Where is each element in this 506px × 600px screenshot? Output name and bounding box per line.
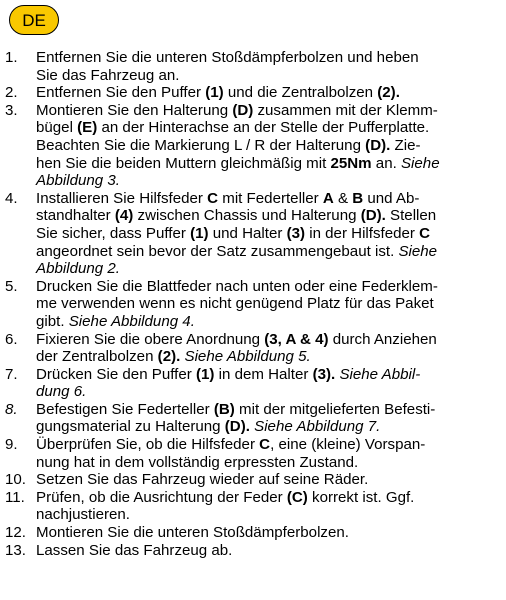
instruction-step — [5, 401, 501, 436]
step-text-segment: Entfernen Sie die unteren Stoßdämpferbolzen und heben — [36, 49, 419, 66]
step-reference: 25Nm — [330, 154, 372, 172]
step-text — [36, 436, 501, 471]
step-number: 3. — [5, 101, 18, 119]
step-reference: (2). — [377, 84, 400, 102]
instruction-steps — [5, 49, 501, 559]
step-text-segment: Beachten Sie die Markierung L / R der Halterung — [36, 136, 366, 154]
instruction-step — [5, 102, 501, 190]
step-reference: (B) — [213, 400, 235, 418]
step-text — [36, 401, 501, 436]
step-reference: (3) — [286, 224, 306, 242]
step-reference: (D). — [360, 207, 386, 225]
step-text-segment: und Halter — [208, 224, 287, 242]
step-number: 13. — [5, 541, 26, 559]
step-text-segment: mit der mitgelieferten Befesti- — [234, 400, 436, 418]
step-text-segment: Fixieren Sie die obere Anordnung — [36, 330, 265, 348]
instruction-step — [5, 49, 501, 84]
step-text-segment: Setzen Sie das Fahrzeug wieder auf seine Räder. — [36, 471, 369, 489]
step-text-segment: Drucken Sie die Blattfeder nach unten oder eine Federklem- — [36, 277, 438, 295]
step-reference: (1) — [205, 84, 224, 102]
step-text-segment: Installieren Sie Hilfsfeder — [36, 189, 208, 207]
step-reference: A — [322, 189, 334, 207]
step-reference: (C) — [286, 488, 308, 506]
step-text-segment: zwischen Chassis und Halterung — [133, 207, 361, 225]
step-figure-note: Siehe — [398, 242, 438, 260]
step-text-segment: , eine (kleine) Vorspan- — [270, 436, 426, 454]
instruction-step — [5, 366, 501, 401]
step-text — [36, 542, 501, 560]
step-number: 9. — [5, 436, 18, 454]
step-number: 6. — [5, 330, 18, 348]
step-text-segment: mit Federteller — [218, 189, 323, 207]
step-number: 11. — [5, 488, 25, 506]
step-reference: (E) — [77, 119, 98, 137]
step-text — [36, 471, 501, 489]
step-figure-note: Siehe Abbildung 4. — [68, 312, 195, 330]
step-text-segment: gibt. — [36, 312, 69, 330]
step-number: 8. — [5, 400, 18, 418]
step-text-segment: in der Hilfsfeder — [305, 224, 420, 242]
step-figure-note: Siehe Abbil- — [339, 365, 421, 383]
step-reference: (D). — [224, 418, 250, 436]
instruction-step — [5, 524, 501, 542]
step-text-segment: nachjustieren. — [36, 506, 130, 524]
step-text-segment: an. — [371, 154, 401, 172]
step-number: 4. — [5, 189, 18, 207]
step-figure-note: Siehe Abbildung 7. — [254, 418, 381, 436]
step-reference: (3, A & 4) — [264, 330, 329, 348]
step-reference: (2). — [157, 348, 181, 366]
instruction-step — [5, 84, 501, 102]
step-reference: B — [352, 189, 364, 207]
step-text-segment: bügel — [36, 119, 78, 137]
step-text — [36, 524, 501, 542]
instruction-step — [5, 331, 501, 366]
step-number: 2. — [5, 84, 18, 102]
step-text-segment: Stellen — [385, 207, 437, 225]
step-text — [36, 489, 501, 524]
step-text-segment: Montieren Sie die unteren Stoßdämpferbolzen. — [36, 524, 349, 542]
step-text-segment: und die Zentralbolzen — [223, 84, 378, 102]
instruction-step — [5, 278, 501, 331]
step-text — [36, 331, 501, 366]
step-reference: C — [259, 436, 271, 454]
step-figure-note: Abbildung 2. — [36, 260, 120, 278]
step-text-segment: Zie- — [390, 136, 421, 154]
instruction-step — [5, 190, 501, 278]
step-text-segment: und Ab- — [363, 189, 420, 207]
step-reference: C — [207, 189, 219, 207]
step-text-segment: standhalter — [36, 207, 115, 225]
step-text — [36, 366, 501, 401]
step-figure-note: Abbildung 3. — [36, 172, 120, 190]
step-text-segment: angeordnet sein bevor der Satz zusammengebaut ist. — [36, 242, 399, 260]
step-number: 7. — [5, 365, 18, 383]
step-number: 1. — [5, 49, 18, 66]
step-text-segment: Montieren Sie den Halterung — [36, 101, 233, 119]
step-text-segment: zusammen mit der Klemm- — [253, 101, 438, 119]
step-figure-note: dung 6. — [36, 383, 87, 401]
step-text-segment: nung hat in dem vollständig erpressten Zustand. — [36, 453, 359, 471]
step-reference: (D). — [365, 136, 391, 154]
step-text-segment: Lassen Sie das Fahrzeug ab. — [36, 541, 233, 559]
step-reference: (1) — [195, 365, 215, 383]
step-text-segment: an der Hinterachse an der Stelle der Pufferplatte. — [97, 119, 430, 137]
step-text-segment: in dem Halter — [214, 365, 313, 383]
step-text — [36, 190, 501, 278]
step-figure-note: Siehe Abbildung 5. — [184, 348, 311, 366]
step-reference: (3). — [312, 365, 336, 383]
step-reference: (4) — [114, 207, 134, 225]
instruction-step — [5, 471, 501, 489]
step-text-segment: hen Sie die beiden Muttern gleichmäßig mit — [36, 154, 331, 172]
step-figure-note: Siehe — [400, 154, 440, 172]
step-text-segment: gungsmaterial zu Halterung — [36, 418, 225, 436]
step-text — [36, 102, 501, 190]
step-text-segment: der Zentralbolzen — [36, 348, 158, 366]
step-number: 12. — [5, 524, 26, 542]
step-text-segment: Prüfen, ob die Ausrichtung der Feder — [36, 488, 287, 506]
step-text-segment: Überprüfen Sie, ob die Hilfsfeder — [36, 436, 260, 454]
step-text-segment: Befestigen Sie Federteller — [36, 400, 214, 418]
step-text — [36, 84, 501, 102]
instruction-step — [5, 489, 501, 524]
step-text-segment: Entfernen Sie den Puffer — [36, 84, 206, 102]
step-text-segment: Sie sicher, dass Puffer — [36, 224, 191, 242]
language-badge — [9, 5, 59, 35]
instruction-step — [5, 436, 501, 471]
step-text-segment: Drücken Sie den Puffer — [36, 365, 196, 383]
step-reference: C — [419, 224, 431, 242]
step-text-segment: me verwenden wenn es nicht genügend Platz für das Paket — [36, 295, 434, 313]
step-text-segment: durch Anziehen — [328, 330, 437, 348]
step-text-segment: korrekt ist. Ggf. — [307, 488, 415, 506]
step-reference: (1) — [190, 224, 209, 242]
step-text-segment: & — [333, 189, 353, 207]
language-badge-label: DE — [22, 10, 46, 30]
step-reference: (D) — [232, 101, 254, 119]
step-text — [36, 49, 501, 84]
step-text-segment: Sie das Fahrzeug an. — [36, 66, 180, 84]
step-number: 5. — [5, 277, 18, 295]
step-number: 10. — [5, 471, 26, 489]
step-text — [36, 278, 501, 331]
instruction-step — [5, 542, 501, 560]
